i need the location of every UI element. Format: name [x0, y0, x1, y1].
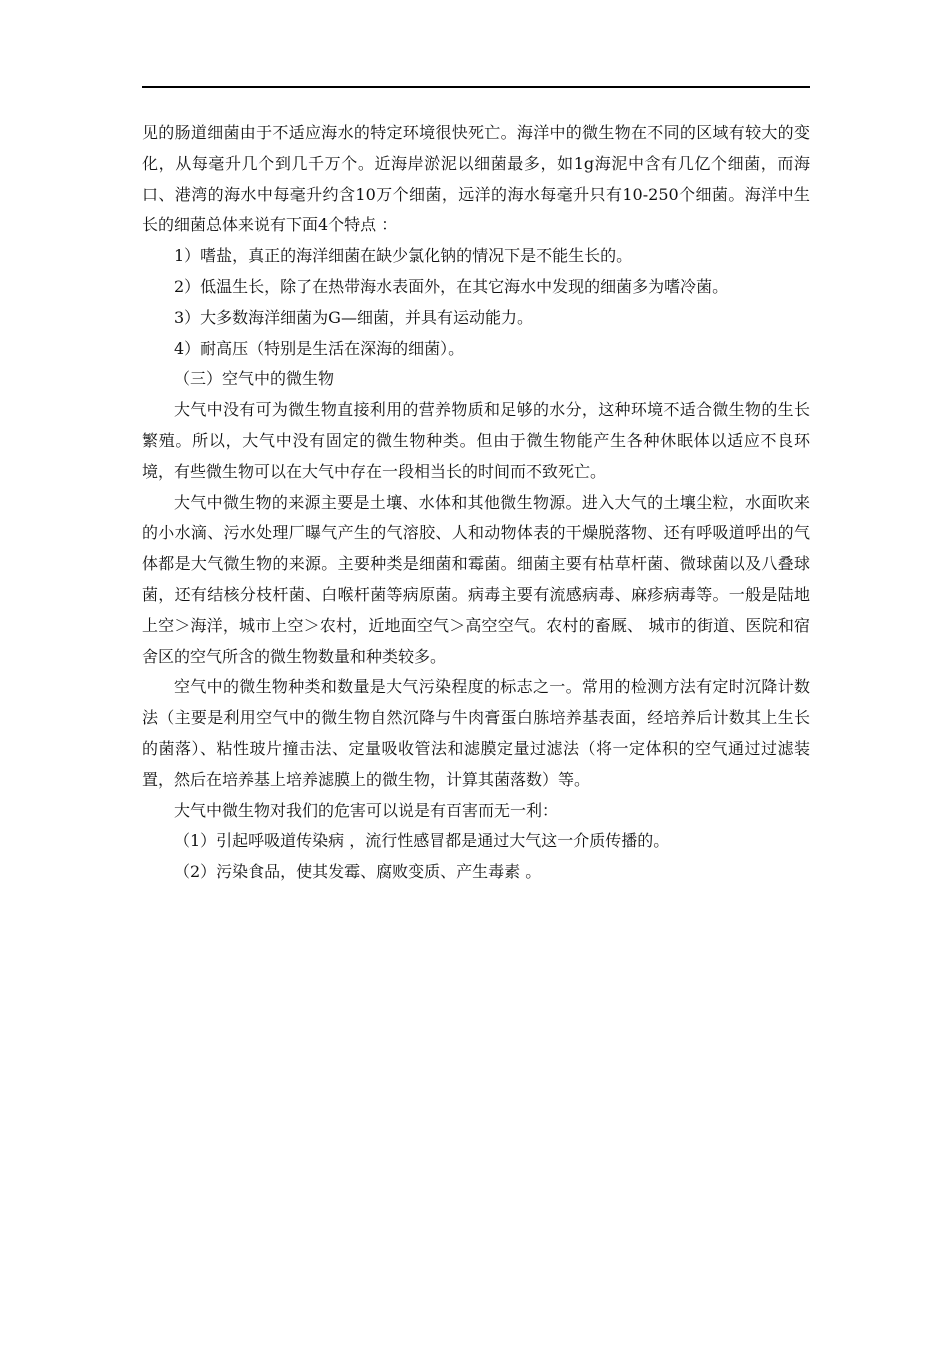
document-body: [142, 118, 810, 888]
list-item-gram-negative: 3）大多数海洋细菌为G—细菌，并具有运动能力。: [174, 307, 533, 327]
paragraph-air-environment: 大气中没有可为微生物直接利用的营养物质和足够的水分，这种环境不适合微生物的生长繁殖。所以，大气中没有固定的微生物种类。但由于微生物能产生各种休眠体以适应不良环境，有些微生物可以在大气中存在一段相当长的时间而不致死亡。: [142, 400, 810, 481]
header-rule: [142, 86, 810, 88]
list-item-barotolerant: 4）耐高压（特别是生活在深海的细菌）。: [174, 338, 465, 358]
list-item-psychrophilic: 2）低温生长，除了在热带海水表面外，在其它海水中发现的细菌多为嗜冷菌。: [174, 276, 729, 296]
list-item-halophilic: 1）嗜盐，真正的海洋细菌在缺少氯化钠的情况下是不能生长的。: [174, 246, 633, 266]
paragraph-marine-bacteria-distribution: 见的肠道细菌由于不适应海水的特定环境很快死亡。海洋中的微生物在不同的区域有较大的变化，从每毫升几个到几千万个。近海岸淤泥以细菌最多，如1g海泥中含有几亿个细菌，而海口、港湾的海水中每毫升约含10万个细菌，远洋的海水每毫升只有10-250个细菌。海洋中生长的细菌总体来说有下面4个特点 ：: [142, 123, 810, 235]
list-item-respiratory-disease: （1）引起呼吸道传染病 ，流行性感冒都是通过大气这一介质传播的。: [174, 831, 670, 851]
list-item-food-contamination: （2）污染食品，使其发霉、腐败变质、产生毒素 。: [174, 862, 542, 882]
section-heading-air-microbes: （三）空气中的微生物: [174, 369, 335, 389]
paragraph-detection-methods: 空气中的微生物种类和数量是大气污染程度的标志之一。常用的检测方法有定时沉降计数法（主要是利用空气中的微生物自然沉降与牛肉膏蛋白胨培养基表面，经培养后计数其上生长的菌落）、粘性玻片撞击法、定量吸收管法和滤膜定量过滤法（将一定体积的空气通过过滤装置，然后在培养基上培养滤膜上的微生物，计算其菌落数）等。: [142, 677, 810, 789]
paragraph-air-microbe-sources: 大气中微生物的来源主要是土壤、水体和其他微生物源。进入大气的土壤尘粒，水面吹来的小水滴、污水处理厂曝气产生的气溶胶、人和动物体表的干燥脱落物、还有呼吸道呼出的气体都是大气微生物的来源。主要种类是细菌和霉菌。细菌主要有枯草杆菌、微球菌以及八叠球菌，还有结核分枝杆菌、白喉杆菌等病原菌。病毒主要有流感病毒、麻疹病毒等。一般是陆地上空＞海洋，城市上空＞农村，近地面空气＞高空空气。农村的畜厩、 城市的街道、医院和宿舍区的空气所含的微生物数量和种类较多。: [142, 492, 810, 666]
paragraph-hazards-intro: 大气中微生物对我们的危害可以说是有百害而无一利：: [174, 800, 559, 820]
